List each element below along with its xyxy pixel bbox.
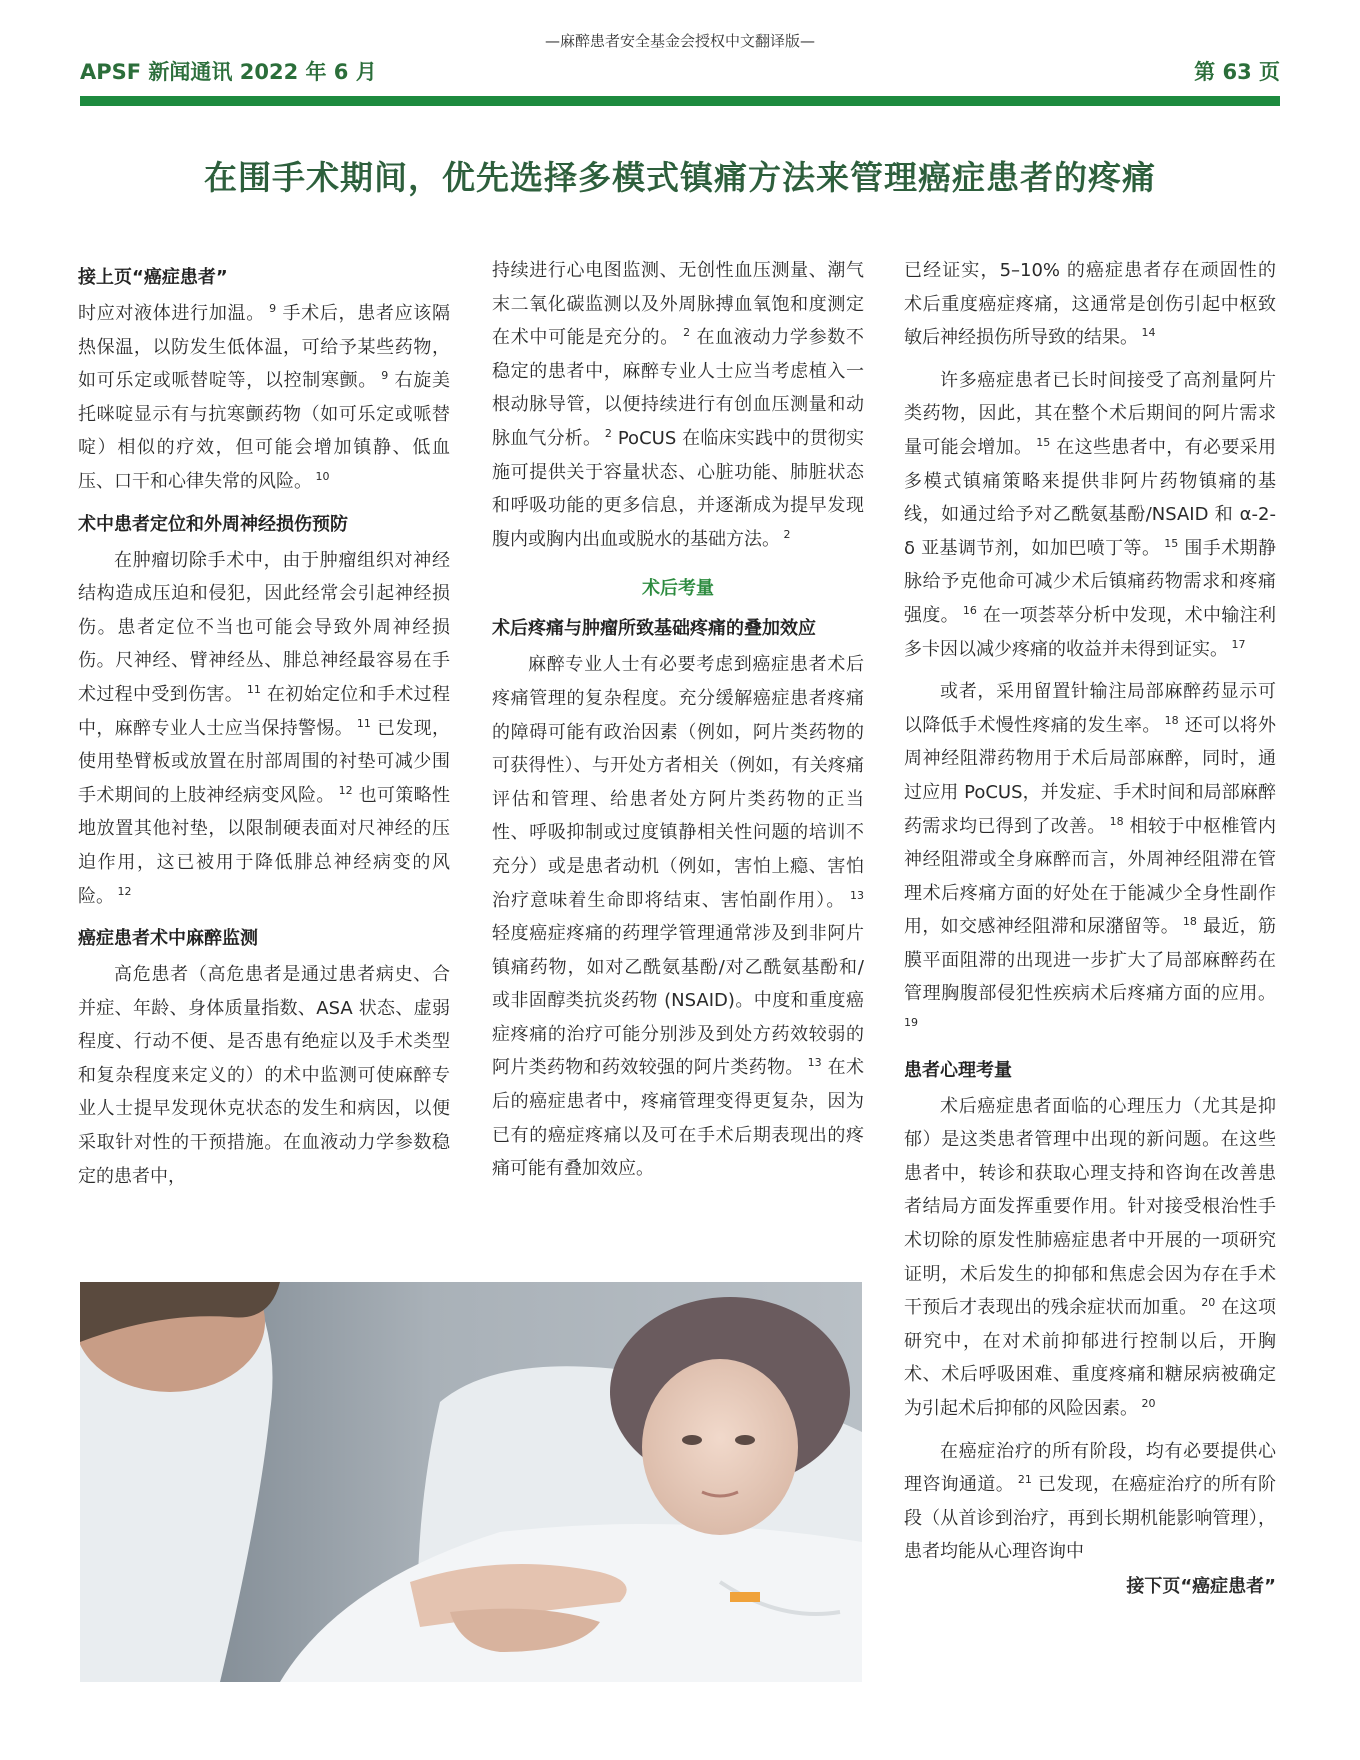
continued-to-label: 接下页“癌症患者” <box>1126 1575 1276 1597</box>
continued-from-label: 接上页“癌症患者” <box>78 267 228 288</box>
translation-note: —麻醉患者安全基金会授权中文翻译版— <box>544 32 815 50</box>
column-3 <box>904 254 1276 1613</box>
paragraph: 已经证实，5–10% 的癌症患者存在顽固性的术后重度癌症疼痛，这通常是创伤引起中枢致敏后神经损伤所导致的结果。 $^{14}$ <box>904 260 1276 349</box>
paragraph: 高危患者（高危患者是通过患者病史、合并症、年龄、身体质量指数、ASA 状态、虚弱程度、行动不便、是否患有绝症以及手术类型和复杂程度来定义的）的术中监测可使麻醉专业人士提早发现休克状态的发生和病因，以便采取针对性的干预措施。在血液动力学参数稳定的患者中， <box>78 964 450 1187</box>
page-number: 第 63 页 <box>1194 60 1280 84</box>
section-heading: 癌症患者术中麻醉监测 <box>78 928 258 950</box>
section-heading: 患者心理考量 <box>904 1059 1012 1081</box>
newsletter-issue: APSF 新闻通讯 2022 年 6 月 <box>80 60 377 84</box>
section-heading: 术后疼痛与肿瘤所致基础疼痛的叠加效应 <box>492 618 816 640</box>
patient-photo <box>80 1282 862 1682</box>
section-title: 术后考量 <box>642 578 714 600</box>
column-1 <box>78 254 450 1202</box>
paragraph: 时应对液体进行加温。 $^9$ 手术后，患者应该隔热保温，以防发生低体温，可给予某些药物，如可乐定或哌替啶等，以控制寒颤。 $^9$ 右旋美托咪啶显示有与抗寒颤药物（如可乐定或哌替啶）相似的疗效，但可能会增加镇静、低血压、口干和心律失常的风险。 $^{10}$ <box>78 302 450 492</box>
section-heading: 术中患者定位和外周神经损伤预防 <box>78 513 348 535</box>
header-rule <box>80 96 1280 106</box>
photo-illustration <box>80 1282 862 1682</box>
paragraph: 术后癌症患者面临的心理压力（尤其是抑郁）是这类患者管理中出现的新问题。在这些患者中，转诊和获取心理支持和咨询在改善患者结局方面发挥重要作用。针对接受根治性手术切除的原发性肺癌症患者中开展的一项研究证明，术后发生的抑郁和焦虑会因为存在手术干预后才表现出的残余症状而加重。 $^{20}$ 在这项研究中，在对术前抑郁进行控制以后，开胸术、术后呼吸困难、重度疼痛和糖尿病被确定为引起术后抑郁的风险因素。 $^{20}$ <box>904 1095 1277 1419</box>
paragraph: 或者，采用留置针输注局部麻醉药显示可以降低手术慢性疼痛的发生率。 $^{18}$ 还可以将外周神经阻滞药物用于术后局部麻醉，同时，通过应用 PoCUS，并发症、手术时间和局部麻醉药需求均已得到了改善。 $^{18}$ 相较于中枢椎管内神经阻滞或全身麻醉而言，外周神经阻滞在管理术后疼痛方面的好处在于能减少全身性副作用，如交感神经阻滞和尿潴留等。 $^{18}$ 最近，筋膜平面阻滞的出现进一步扩大了局部麻醉药在管理胸腹部侵犯性疾病术后疼痛方面的应用。 $^{19}$ <box>904 681 1277 1030</box>
paragraph: 许多癌症患者已长时间接受了高剂量阿片类药物，因此，其在整个术后期间的阿片需求量可能会增加。 $^{15}$ 在这些患者中，有必要采用多模式镇痛策略来提供非阿片药物镇痛的基线，如通过给予对乙酰氨基酚/NSAID 和 α-2-δ 亚基调节剂，如加巴喷丁等。 $^{15}$ 围手术期静脉给予克他命可减少术后镇痛药物需求和疼痛强度。 $^{16}$ 在一项荟萃分析中发现，术中输注利多卡因以减少疼痛的收益并未得到证实。 $^{17}$ <box>904 369 1276 660</box>
paragraph: 在肿瘤切除手术中，由于肿瘤组织对神经结构造成压迫和侵犯，因此经常会引起神经损伤。患者定位不当也可能会导致外周神经损伤。尺神经、臂神经丛、腓总神经最容易在手术过程中受到伤害。 $^{11}$ 在初始定位和手术过程中，麻醉专业人士应当保持警惕。 $^{11}$ 已发现，使用垫臂板或放置在肘部周围的衬垫可减少围手术期间的上肢神经病变风险。 $^{12}$ 也可策略性地放置其他衬垫，以限制硬表面对尺神经的压迫作用，这已被用于降低腓总神经病变的风险。 $^{12}$ <box>78 549 450 907</box>
paragraph: 持续进行心电图监测、无创性血压测量、潮气末二氧化碳监测以及外周脉搏血氧饱和度测定在术中可能是充分的。 $^2$ 在血液动力学参数不稳定的患者中，麻醉专业人士应当考虑植入一根动脉导管，以便持续进行有创血压测量和动脉血气分析。 $^2$ PoCUS 在临床实践中的贯彻实施可提供关于容量状态、心脏功能、肺脏状态和呼吸功能的更多信息，并逐渐成为提早发现腹内或胸内出血或脱水的基础方法。 $^2$ <box>492 260 864 550</box>
column-2 <box>492 254 864 1195</box>
article-title: 在围手术期间，优先选择多模式镇痛方法来管理癌症患者的疼痛 <box>204 158 1156 197</box>
paragraph: 在癌症治疗的所有阶段，均有必要提供心理咨询通道。 $^{21}$ 已发现，在癌症治疗的所有阶段（从首诊到治疗，再到长期机能影响管理），患者均能从心理咨询中 <box>904 1440 1276 1563</box>
paragraph: 麻醉专业人士有必要考虑到癌症患者术后疼痛管理的复杂程度。充分缓解癌症患者疼痛的障碍可能有政治因素（例如，阿片类药物的可获得性）、与开处方者相关（例如，有关疼痛评估和管理、给患者处方阿片类药物的正当性、呼吸抑制或过度镇静相关性问题的培训不充分）或是患者动机（例如，害怕上瘾、害怕治疗意味着生命即将结束、害怕副作用）。 $^{13}$ 轻度癌症疼痛的药理学管理通常涉及到非阿片镇痛药物，如对乙酰氨基酚/对乙酰氨基酚和/或非固醇类抗炎药物 (NSAID)。中度和重度癌症疼痛的治疗可能分别涉及到处方药效较弱的阿片类药物和药效较强的阿片类药物。 $^{13}$ 在术后的癌症患者中，疼痛管理变得更复杂，因为已有的癌症疼痛以及可在手术后期表现出的疼痛可能有叠加效应。 <box>492 654 865 1180</box>
